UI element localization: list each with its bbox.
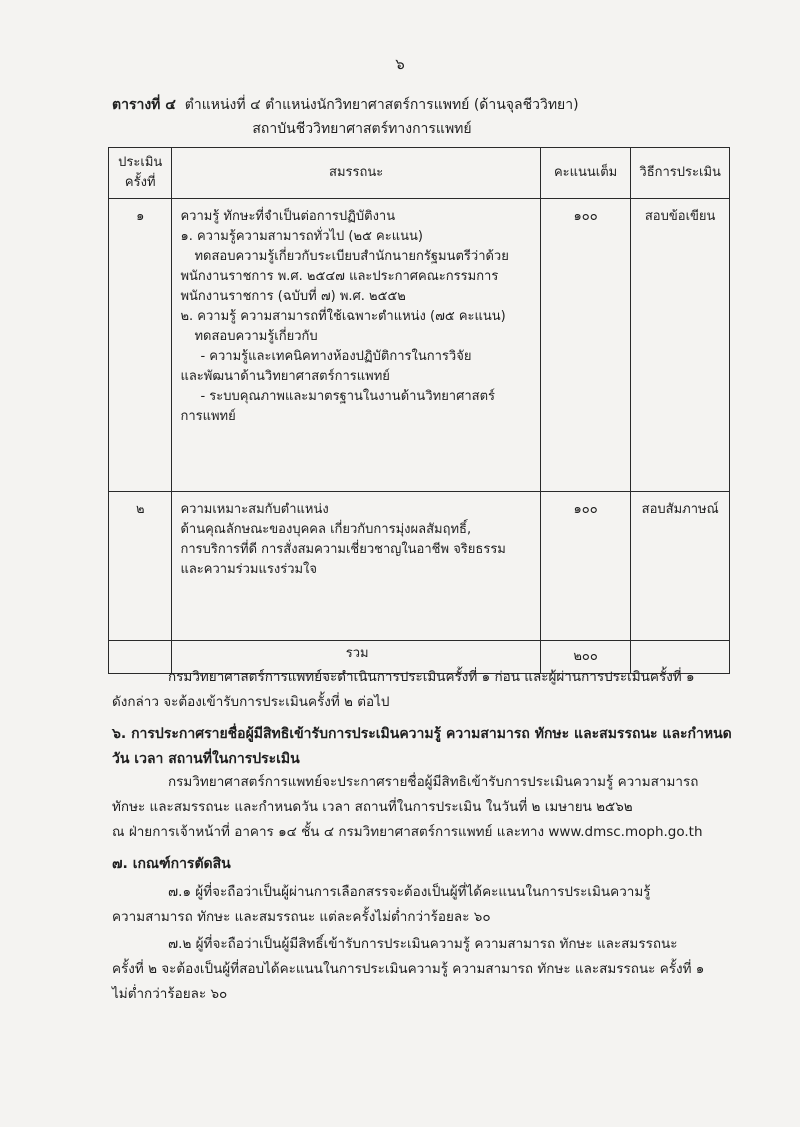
section-6-title: ๖. การประกาศรายชื่อผู้มีสิทธิเข้ารับการประเมินความรู้ ความสามารถ ทักษะ และสมรรถนะ และกำหนด [112,726,732,742]
paragraph-line: ๗.๒ ผู้ที่จะถือว่าเป็นผู้มีสิทธิ์เข้ารับการประเมินความรู้ ความสามารถ ทักษะ และสมรรถนะ [168,936,678,952]
competency-line: และความร่วมแรงร่วมใจ [180,562,318,577]
section-6-title-line2: วัน เวลา สถานที่ในการประเมิน [112,751,300,767]
paragraph-line: ทักษะ และสมรรถนะ และกำหนดวัน เวลา สถานที่ในการประเมิน ในวันที่ ๒ เมษายน ๒๕๖๒ [112,799,633,815]
paragraph-line: ความสามารถ ทักษะ และสมรรถนะ แต่ละครั้งไม่ต่ำกว่าร้อยละ ๖๐ [112,909,491,925]
page-number: ๖ [395,55,405,73]
table-caption-prefix: ตารางที่ ๔ [112,97,176,113]
method-cell: สอบสัมภาษณ์ [631,492,730,641]
table-caption-line2: สถาบันชีววิทยาศาสตร์ทางการแพทย์ [252,121,472,137]
table-row [109,492,730,641]
competency-cell [172,492,540,641]
competency-line: ๒. ความรู้ ความสามารถที่ใช้เฉพาะตำแหน่ง (๗๕ คะแนน) [180,309,506,324]
paragraph-line: ครั้งที่ ๒ จะต้องเป็นผู้ที่สอบได้คะแนนในการประเมินความรู้ ความสามารถ ทักษะ และสมรรถนะ ครั้งที่ ๑ [112,961,705,977]
competency-line: การแพทย์ [180,409,236,424]
round-cell: ๑ [109,199,172,492]
competency-line: ๑. ความรู้ความสามารถทั่วไป (๒๕ คะแนน) [180,229,423,244]
paragraph-line: กรมวิทยาศาสตร์การแพทย์จะดำเนินการประเมินครั้งที่ ๑ ก่อน และผู้ผ่านการประเมินครั้งที่ ๑ [168,669,695,685]
table-header-row [109,148,730,199]
paragraph-line: ๗.๑ ผู้ที่จะถือว่าเป็นผู้ผ่านการเลือกสรรจะต้องเป็นผู้ที่ได้คะแนนในการประเมินความรู้ [168,884,651,900]
round-cell: ๒ [109,492,172,641]
section-6-body [112,770,737,845]
paragraph-line: ไม่ต่ำกว่าร้อยละ ๖๐ [112,986,228,1002]
competency-line: - ความรู้และเทคนิคทางห้องปฏิบัติการในการวิจัย [200,349,472,364]
competency-cell [172,199,540,492]
competency-line: ด้านคุณลักษณะของบุคคล เกี่ยวกับการมุ่งผลสัมฤทธิ์, [180,522,472,537]
competency-line: ความรู้ ทักษะที่จำเป็นต่อการปฏิบัติงาน [180,209,396,224]
section-7-item-1 [112,880,737,930]
competency-line: และพัฒนาด้านวิทยาศาสตร์การแพทย์ [180,369,390,384]
header-round: ประเมิน ครั้งที่ [109,148,172,199]
header-full-score: คะแนนเต็ม [540,148,630,199]
competency-table [108,147,730,674]
section-7-title: ๗. เกณฑ์การตัดสิน [112,856,231,872]
score-cell: ๑๐๐ [540,199,630,492]
section-7-item-2 [112,932,737,1007]
competency-line: - ระบบคุณภาพและมาตรฐานในงานด้านวิทยาศาสตร์ [200,389,496,404]
paragraph-line: ดังกล่าว จะต้องเข้ารับการประเมินครั้งที่ ๒ ต่อไป [112,694,390,710]
competency-line: ทดสอบความรู้เกี่ยวกับระเบียบสำนักนายกรัฐมนตรีว่าด้วย [194,249,509,264]
header-competency: สมรรถนะ [172,148,540,199]
table-caption [112,94,752,116]
paragraph-line: ณ ฝ่ายการเจ้าหน้าที่ อาคาร ๑๔ ชั้น ๔ กรมวิทยาศาสตร์การแพทย์ และทาง www.dmsc.moph.go.th [112,824,703,840]
table-caption-text: ตำแหน่งที่ ๔ ตำแหน่งนักวิทยาศาสตร์การแพทย์ (ด้านจุลชีววิทยา) [184,97,579,113]
competency-line: การบริการที่ดี การสั่งสมความเชี่ยวชาญในอาชีพ จริยธรรม [180,542,506,557]
competency-line: ความเหมาะสมกับตำแหน่ง [180,502,329,517]
score-cell: ๑๐๐ [540,492,630,641]
table-row [109,199,730,492]
competency-line: พนักงานราชการ (ฉบับที่ ๗) พ.ศ. ๒๕๕๒ [180,289,406,304]
total-label: รวม [172,641,540,674]
header-method: วิธีการประเมิน [631,148,730,199]
competency-line: พนักงานราชการ พ.ศ. ๒๕๔๗ และประกาศคณะกรรมการ [180,269,499,284]
competency-line: ทดสอบความรู้เกี่ยวกับ [194,329,318,344]
method-cell: สอบข้อเขียน [631,199,730,492]
paragraph-line: กรมวิทยาศาสตร์การแพทย์จะประกาศรายชื่อผู้มีสิทธิเข้ารับการประเมินความรู้ ความสามารถ [168,774,699,790]
paragraph-evaluation-order [112,665,737,715]
total-score: ๒๐๐ [540,641,630,674]
